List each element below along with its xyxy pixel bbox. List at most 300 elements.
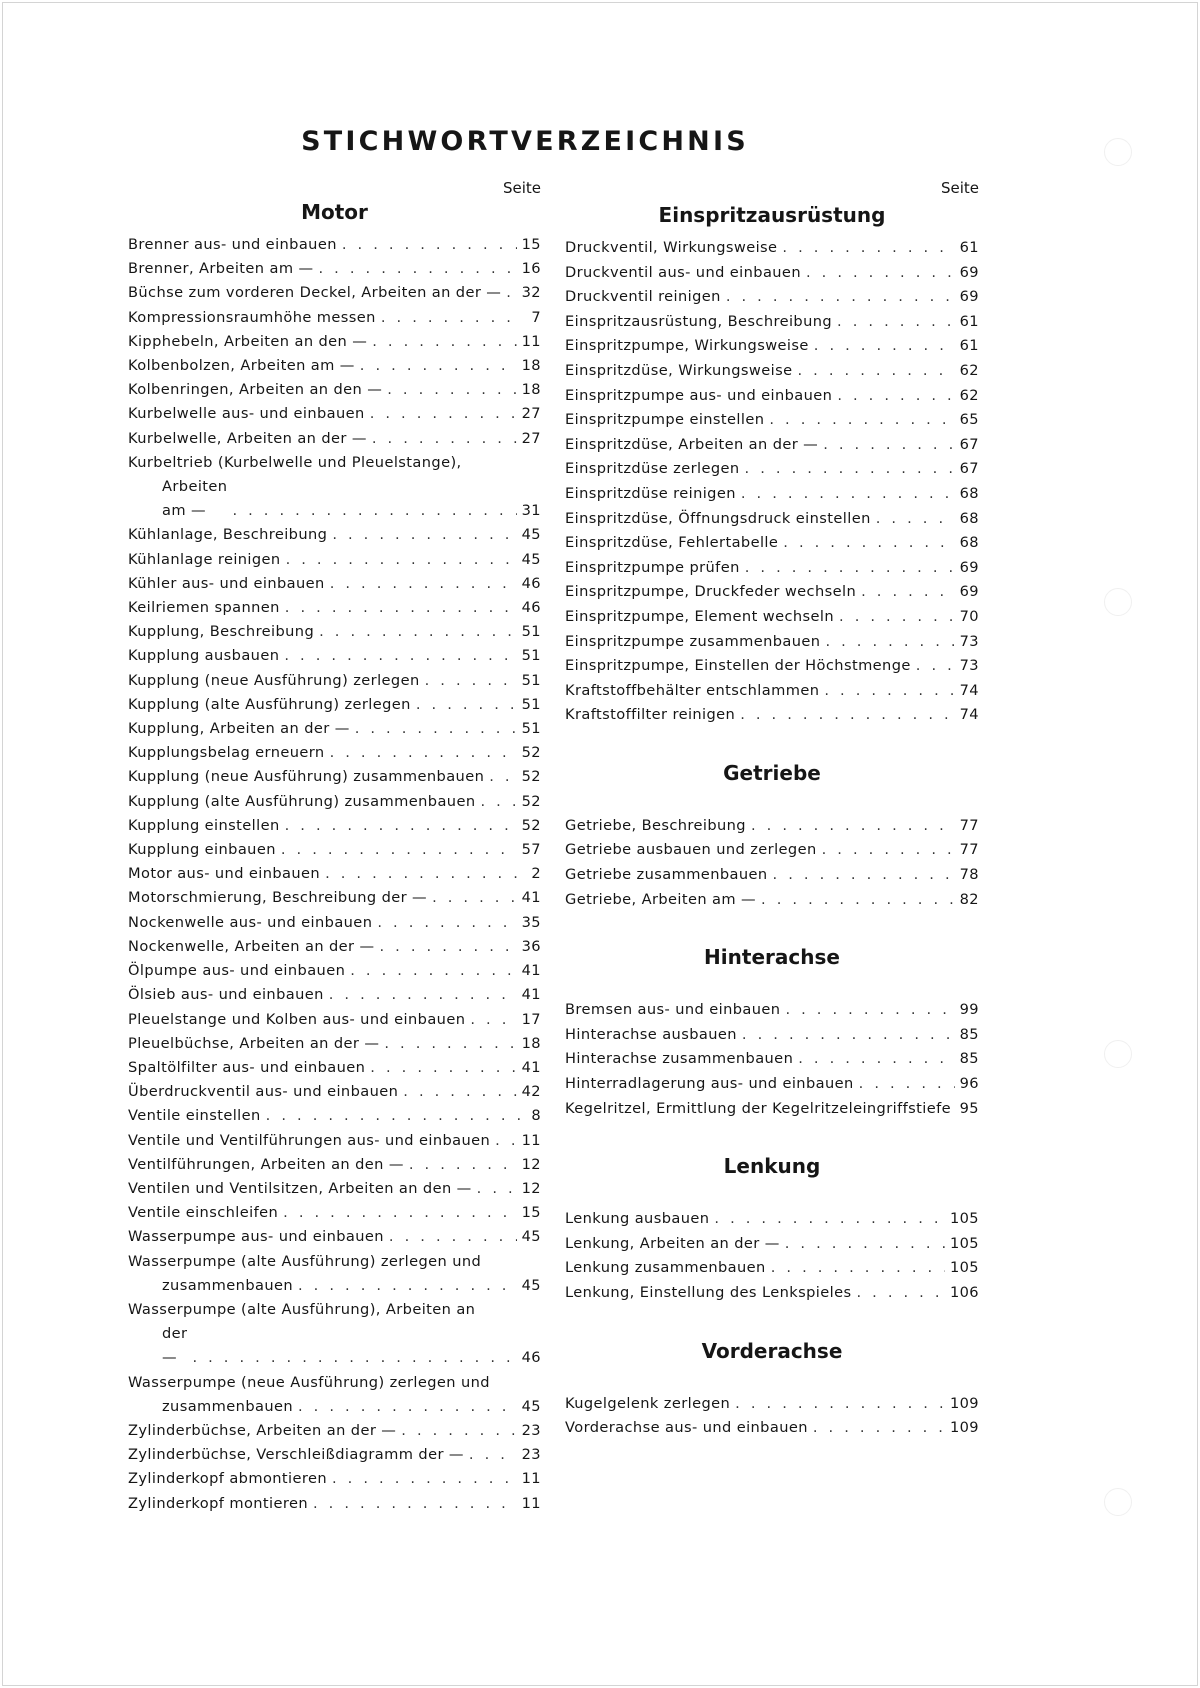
- entry-text: Getriebe ausbauen und zerlegen: [565, 841, 817, 859]
- entry-text: Zylinderkopf montieren: [128, 1494, 308, 1512]
- index-entry: [565, 433, 979, 458]
- page-number: 65: [959, 411, 979, 429]
- entry-text: Zylinderkopf abmontieren: [128, 1470, 327, 1488]
- dot-leader: [319, 257, 517, 281]
- index-list: [565, 236, 979, 728]
- dot-leader: [329, 983, 517, 1007]
- page-number: 52: [521, 768, 541, 786]
- entry-text: Lenkung ausbauen: [565, 1210, 710, 1228]
- index-list-motor: [128, 233, 541, 1516]
- dot-leader: [797, 359, 954, 384]
- index-entry: [565, 334, 979, 359]
- dot-leader: [480, 790, 516, 814]
- dot-leader: [742, 1023, 955, 1048]
- dot-leader: [837, 310, 955, 335]
- index-entry: [565, 654, 979, 679]
- index-entry: [128, 765, 541, 789]
- dot-leader: [726, 285, 955, 310]
- dot-leader: [745, 556, 955, 581]
- dot-leader: [401, 1419, 516, 1443]
- page-number: 36: [521, 937, 541, 955]
- index-entry: [128, 548, 541, 572]
- page-number: 95: [959, 1099, 979, 1117]
- page-number: 74: [959, 706, 979, 724]
- dot-leader: [876, 507, 955, 532]
- index-entry: [128, 233, 541, 257]
- index-entry: [128, 523, 541, 547]
- index-entry: [128, 911, 541, 935]
- index-entry: [565, 605, 979, 630]
- entry-text: Nockenwelle aus- und einbauen: [128, 913, 373, 931]
- index-entry: [128, 378, 541, 402]
- dot-leader: [761, 888, 955, 913]
- entry-text: Getriebe, Arbeiten am —: [565, 890, 757, 908]
- entry-text: Einspritzpumpe, Element wechseln: [565, 607, 835, 625]
- section-title: Lenkung: [723, 1154, 821, 1179]
- section-title-motor: Motor: [301, 200, 368, 224]
- entry-text-continued: zusammenbauen: [162, 1276, 293, 1294]
- page-column-header: Seite: [502, 179, 541, 197]
- entry-text: Einspritzausrüstung, Beschreibung: [565, 312, 833, 330]
- entry-text: Spaltölfilter aus- und einbauen: [128, 1058, 366, 1076]
- dot-leader: [823, 433, 954, 458]
- dot-leader: [740, 703, 954, 728]
- dot-leader: [360, 354, 517, 378]
- index-entry: [128, 1080, 541, 1104]
- dot-leader: [372, 330, 516, 354]
- page-number: 41: [521, 986, 541, 1004]
- entry-continuation-line: [128, 475, 541, 523]
- entry-text: Motor aus- und einbauen: [128, 865, 321, 883]
- dot-leader: [814, 334, 955, 359]
- dot-leader: [319, 620, 517, 644]
- index-entry: [128, 281, 541, 305]
- page-number: 12: [521, 1179, 541, 1197]
- page-number: 27: [521, 429, 541, 447]
- index-entry: [565, 1207, 979, 1232]
- entry-text: Zylinderbüchse, Verschleißdiagramm der —: [128, 1446, 464, 1464]
- entry-text: Einspritzpumpe, Einstellen der Höchstmenge: [565, 657, 911, 675]
- dot-leader: [281, 838, 517, 862]
- page-number: 77: [959, 816, 979, 834]
- entry-continuation-line: [128, 1322, 541, 1370]
- dot-leader: [425, 669, 517, 693]
- entry-text: Kolbenringen, Arbeiten an den —: [128, 381, 383, 399]
- index-entry: [565, 1392, 979, 1417]
- dot-leader: [285, 596, 517, 620]
- page-number: 61: [959, 312, 979, 330]
- page-number: 109: [949, 1394, 979, 1412]
- punch-hole-mark: [1104, 588, 1132, 616]
- dot-leader: [806, 261, 955, 286]
- entry-text: Kipphebeln, Arbeiten an den —: [128, 332, 368, 350]
- dot-leader: [377, 911, 516, 935]
- entry-text: Keilriemen spannen: [128, 599, 280, 617]
- entry-text: Einspritzdüse zerlegen: [565, 460, 740, 478]
- index-entry: [128, 814, 541, 838]
- page-number: 46: [521, 1349, 541, 1367]
- dot-leader: [298, 1395, 517, 1419]
- entry-text: Überdruckventil aus- und einbauen: [128, 1083, 399, 1101]
- entry-text: Ventile einschleifen: [128, 1204, 279, 1222]
- dot-leader: [783, 531, 954, 556]
- page-number: 69: [959, 263, 979, 281]
- dot-leader: [313, 1492, 517, 1516]
- index-column-left: [128, 177, 541, 1516]
- page-number: 23: [521, 1421, 541, 1439]
- page-number: 69: [959, 558, 979, 576]
- index-entry: [128, 886, 541, 910]
- page-number: 67: [959, 460, 979, 478]
- dot-leader: [266, 1104, 520, 1128]
- entry-text: Hinterradlagerung aus- und einbauen: [565, 1075, 854, 1093]
- dot-leader: [384, 1032, 516, 1056]
- entry-text-continued: zusammenbauen: [162, 1397, 293, 1415]
- entry-text: Einspritzpumpe aus- und einbauen: [565, 386, 833, 404]
- index-entry: [565, 507, 979, 532]
- index-entry: [565, 310, 979, 335]
- page-number: 61: [959, 239, 979, 256]
- entry-text: Büchse zum vorderen Deckel, Arbeiten an der —: [128, 284, 502, 302]
- index-entry: [128, 1056, 541, 1080]
- entry-text: Kühler aus- und einbauen: [128, 574, 325, 592]
- dot-leader: [283, 1201, 516, 1225]
- entry-text: Kurbelwelle aus- und einbauen: [128, 405, 365, 423]
- index-entry: [128, 306, 541, 330]
- entry-text: Kurbeltrieb (Kurbelwelle und Pleuelstange),: [128, 453, 462, 471]
- page-number: 73: [959, 632, 979, 650]
- dot-leader: [798, 1047, 954, 1072]
- page-number: 51: [521, 671, 541, 689]
- index-entry: [565, 1023, 979, 1048]
- entry-text: Getriebe zusammenbauen: [565, 866, 768, 884]
- dot-leader: [285, 814, 517, 838]
- dot-leader: [785, 998, 954, 1023]
- entry-text: Wasserpumpe (neue Ausführung) zerlegen und: [128, 1373, 490, 1391]
- entry-text: Einspritzdüse reinigen: [565, 484, 736, 502]
- page-number: 73: [959, 657, 979, 675]
- index-entry: [128, 1032, 541, 1056]
- dot-leader: [489, 765, 516, 789]
- dot-leader: [350, 959, 516, 983]
- index-entry: [128, 1419, 541, 1443]
- entry-text: Hinterachse ausbauen: [565, 1025, 737, 1043]
- page-number: 27: [521, 405, 541, 423]
- index-entry: [565, 679, 979, 704]
- index-entry: [128, 427, 541, 451]
- index-entry: [565, 408, 979, 433]
- page-number: 11: [521, 332, 541, 350]
- entry-text: Ölpumpe aus- und einbauen: [128, 962, 346, 980]
- page-number: 105: [949, 1210, 979, 1228]
- page-number: 41: [521, 889, 541, 907]
- page-number: 45: [521, 550, 541, 568]
- page-number: 41: [521, 962, 541, 980]
- page-number: 61: [959, 337, 979, 355]
- index-entry: [128, 669, 541, 693]
- dot-leader: [837, 384, 954, 409]
- dot-leader: [409, 1153, 517, 1177]
- page-number: 77: [959, 841, 979, 859]
- index-entry: [128, 1201, 541, 1225]
- index-entry: [128, 1467, 541, 1491]
- entry-text: Einspritzdüse, Öffnungsdruck einstellen: [565, 509, 871, 527]
- index-entry: [565, 863, 979, 888]
- page-number: 11: [521, 1131, 541, 1149]
- entry-continuation-line: [128, 1395, 541, 1419]
- entry-text: Einspritzpumpe, Druckfeder wechseln: [565, 583, 857, 601]
- dot-leader: [342, 233, 517, 257]
- index-list: [565, 998, 979, 1121]
- index-entry: [565, 1416, 979, 1441]
- page-number: 45: [521, 1397, 541, 1415]
- index-entry: [128, 1298, 541, 1371]
- page-number: 15: [521, 236, 541, 253]
- dot-leader: [741, 482, 955, 507]
- entry-text: Pleuelstange und Kolben aus- und einbauen: [128, 1010, 466, 1028]
- entry-text: Getriebe, Beschreibung: [565, 816, 746, 834]
- index-entry: [128, 862, 541, 886]
- page-number: 51: [521, 695, 541, 713]
- index-entry: [128, 1008, 541, 1032]
- entry-text: Bremsen aus- und einbauen: [565, 1001, 781, 1019]
- page-number: 23: [521, 1446, 541, 1464]
- index-entry: [565, 384, 979, 409]
- entry-text: Zylinderbüchse, Arbeiten an der —: [128, 1421, 397, 1439]
- entry-text: Nockenwelle, Arbeiten an der —: [128, 937, 375, 955]
- page-number: 18: [521, 357, 541, 375]
- entry-text: Einspritzpumpe zusammenbauen: [565, 632, 821, 650]
- dot-leader: [782, 236, 954, 261]
- entry-continuation-line: [128, 1274, 541, 1298]
- entry-text: Pleuelbüchse, Arbeiten an der —: [128, 1034, 380, 1052]
- page-number: 45: [521, 526, 541, 544]
- dot-leader: [735, 1392, 945, 1417]
- entry-text: Lenkung zusammenbauen: [565, 1259, 766, 1277]
- index-entry: [128, 572, 541, 596]
- section-title: Vorderachse: [701, 1338, 843, 1363]
- index-entry: [128, 983, 541, 1007]
- index-entry: [565, 888, 979, 913]
- index-entry: [565, 703, 979, 728]
- entry-text: Kühlanlage, Beschreibung: [128, 526, 328, 544]
- entry-text: Einspritzdüse, Wirkungsweise: [565, 361, 793, 379]
- section-title: Einspritzausrüstung: [658, 203, 886, 227]
- dot-leader: [389, 1225, 517, 1249]
- page-number: 68: [959, 534, 979, 552]
- dot-leader: [432, 886, 517, 910]
- entry-text: Ventile und Ventilführungen aus- und einbauen: [128, 1131, 491, 1149]
- page-number: 32: [521, 284, 541, 302]
- page-number: 105: [949, 1259, 979, 1277]
- dot-leader: [859, 1072, 955, 1097]
- index-entry: [565, 236, 979, 261]
- page-number: 52: [521, 792, 541, 810]
- dot-leader: [856, 1281, 944, 1306]
- page-number: 11: [521, 1470, 541, 1488]
- page-number: 69: [959, 288, 979, 306]
- dot-leader: [824, 679, 954, 704]
- entry-text: Kupplung einstellen: [128, 816, 280, 834]
- dot-leader: [370, 1056, 516, 1080]
- dot-leader: [470, 1008, 516, 1032]
- dot-leader: [861, 580, 955, 605]
- page-number: 45: [521, 1276, 541, 1294]
- index-entry: [128, 257, 541, 281]
- index-entry: [565, 457, 979, 482]
- entry-text: Motorschmierung, Beschreibung der —: [128, 889, 428, 907]
- index-entry: [565, 531, 979, 556]
- index-entry: [128, 620, 541, 644]
- index-entry: [128, 935, 541, 959]
- page-number: 46: [521, 599, 541, 617]
- page-number: 74: [959, 681, 979, 699]
- index-entry: [565, 482, 979, 507]
- index-entry: [128, 693, 541, 717]
- index-entry: [128, 1104, 541, 1128]
- index-entry: [128, 838, 541, 862]
- page-number: 109: [949, 1419, 979, 1437]
- dot-leader: [477, 1177, 517, 1201]
- index-entry: [128, 1225, 541, 1249]
- entry-text: Einspritzdüse, Fehlertabelle: [565, 534, 779, 552]
- index-entry: [128, 644, 541, 668]
- page-number: 2: [531, 865, 541, 883]
- page-number: 68: [959, 509, 979, 527]
- index-entry: [128, 596, 541, 620]
- entry-text: Vorderachse aus- und einbauen: [565, 1419, 808, 1437]
- entry-text: Einspritzpumpe prüfen: [565, 558, 740, 576]
- index-entry: [565, 1047, 979, 1072]
- page-number: 68: [959, 484, 979, 502]
- dot-leader: [379, 935, 516, 959]
- entry-text: Einspritzdüse, Arbeiten an der —: [565, 435, 819, 453]
- page-number: 51: [521, 623, 541, 641]
- entry-text: Kraftstoffilter reinigen: [565, 706, 736, 724]
- dot-leader: [751, 814, 955, 839]
- page-number: 17: [521, 1010, 541, 1028]
- dot-leader: [332, 1467, 517, 1491]
- entry-text-continued: der —: [162, 1325, 188, 1367]
- index-entry: [565, 556, 979, 581]
- index-entry: [565, 814, 979, 839]
- punch-hole-mark: [1104, 138, 1132, 166]
- index-entry: [128, 402, 541, 426]
- entry-text: Kühlanlage reinigen: [128, 550, 281, 568]
- entry-text: Kugelgelenk zerlegen: [565, 1394, 731, 1412]
- page-number: 70: [959, 607, 979, 625]
- entry-text: Kupplung (alte Ausführung) zusammenbauen: [128, 792, 476, 810]
- dot-leader: [332, 523, 516, 547]
- entry-text: Druckventil, Wirkungsweise: [565, 239, 778, 256]
- page-number: 18: [521, 1034, 541, 1052]
- page-title: STICHWORTVERZEICHNIS: [301, 126, 749, 157]
- index-list: [565, 1207, 979, 1305]
- page-number: 57: [521, 841, 541, 859]
- entry-text: Ölsieb aus- und einbauen: [128, 986, 324, 1004]
- index-list: [565, 814, 979, 912]
- entry-text: Hinterachse zusammenbauen: [565, 1050, 794, 1068]
- dot-leader: [372, 427, 517, 451]
- entry-text: Wasserpumpe (alte Ausführung), Arbeiten an: [128, 1300, 476, 1318]
- entry-text: Druckventil reinigen: [565, 288, 721, 306]
- page-number: 52: [521, 744, 541, 762]
- index-list: [565, 1392, 979, 1441]
- index-entry: [565, 261, 979, 286]
- dot-leader: [370, 402, 517, 426]
- page-number: 51: [521, 720, 541, 738]
- index-entry: [128, 1250, 541, 1298]
- dot-leader: [773, 863, 955, 888]
- page-number: 96: [959, 1075, 979, 1093]
- entry-text: Wasserpumpe aus- und einbauen: [128, 1228, 384, 1246]
- page-number: 8: [531, 1107, 541, 1125]
- section-title: Getriebe: [723, 760, 821, 785]
- page-number: 41: [521, 1058, 541, 1076]
- index-entry: [565, 1256, 979, 1281]
- entry-text-continued: Arbeiten am —: [162, 478, 228, 520]
- page-number: 67: [959, 435, 979, 453]
- dot-leader: [469, 1443, 517, 1467]
- entry-text: Druckventil aus- und einbauen: [565, 263, 801, 281]
- entry-text: Einspritzpumpe, Wirkungsweise: [565, 337, 809, 355]
- page-number: 106: [949, 1284, 979, 1301]
- dot-leader: [506, 281, 516, 305]
- dot-leader: [355, 717, 517, 741]
- index-entry: [128, 959, 541, 983]
- entry-text: Kupplung, Beschreibung: [128, 623, 315, 641]
- dot-leader: [330, 572, 517, 596]
- entry-text: Kupplung einbauen: [128, 841, 276, 859]
- index-column-right: [565, 177, 979, 1441]
- punch-hole-mark: [1104, 1040, 1132, 1068]
- page-number: 99: [959, 1001, 979, 1019]
- page-number: 62: [959, 361, 979, 379]
- page-number: 85: [959, 1050, 979, 1068]
- dot-leader: [822, 838, 955, 863]
- index-entry: [128, 741, 541, 765]
- dot-leader: [769, 408, 954, 433]
- page-number: 69: [959, 583, 979, 601]
- dot-leader: [381, 306, 520, 330]
- dot-leader: [714, 1207, 945, 1232]
- entry-text: Kupplung, Arbeiten an der —: [128, 720, 350, 738]
- index-entry: [128, 790, 541, 814]
- dot-leader: [771, 1256, 945, 1281]
- entry-text: Kurbelwelle, Arbeiten an der —: [128, 429, 367, 447]
- entry-text: Lenkung, Arbeiten an der —: [565, 1234, 780, 1252]
- entry-text: Kupplung (neue Ausführung) zusammenbauen: [128, 768, 485, 786]
- page-column-header: Seite: [940, 179, 979, 197]
- entry-text: Kegelritzel, Ermittlung der Kegelritzeleingriffstiefe: [565, 1099, 952, 1117]
- page-number: 85: [959, 1025, 979, 1043]
- page-number: 62: [959, 386, 979, 404]
- dot-leader: [286, 548, 517, 572]
- dot-leader: [298, 1274, 517, 1298]
- section-title: Hinterachse: [704, 945, 840, 970]
- page-number: 35: [521, 913, 541, 931]
- entry-text: Einspritzpumpe einstellen: [565, 411, 765, 429]
- dot-leader: [416, 693, 517, 717]
- entry-text: Kupplung (neue Ausführung) zerlegen: [128, 671, 420, 689]
- entry-text: Wasserpumpe (alte Ausführung) zerlegen und: [128, 1252, 482, 1270]
- page-number: 46: [521, 574, 541, 592]
- page-number: 11: [521, 1494, 541, 1512]
- index-entry: [128, 1129, 541, 1153]
- dot-leader: [325, 862, 520, 886]
- index-entry: [128, 1492, 541, 1516]
- dot-leader: [284, 644, 516, 668]
